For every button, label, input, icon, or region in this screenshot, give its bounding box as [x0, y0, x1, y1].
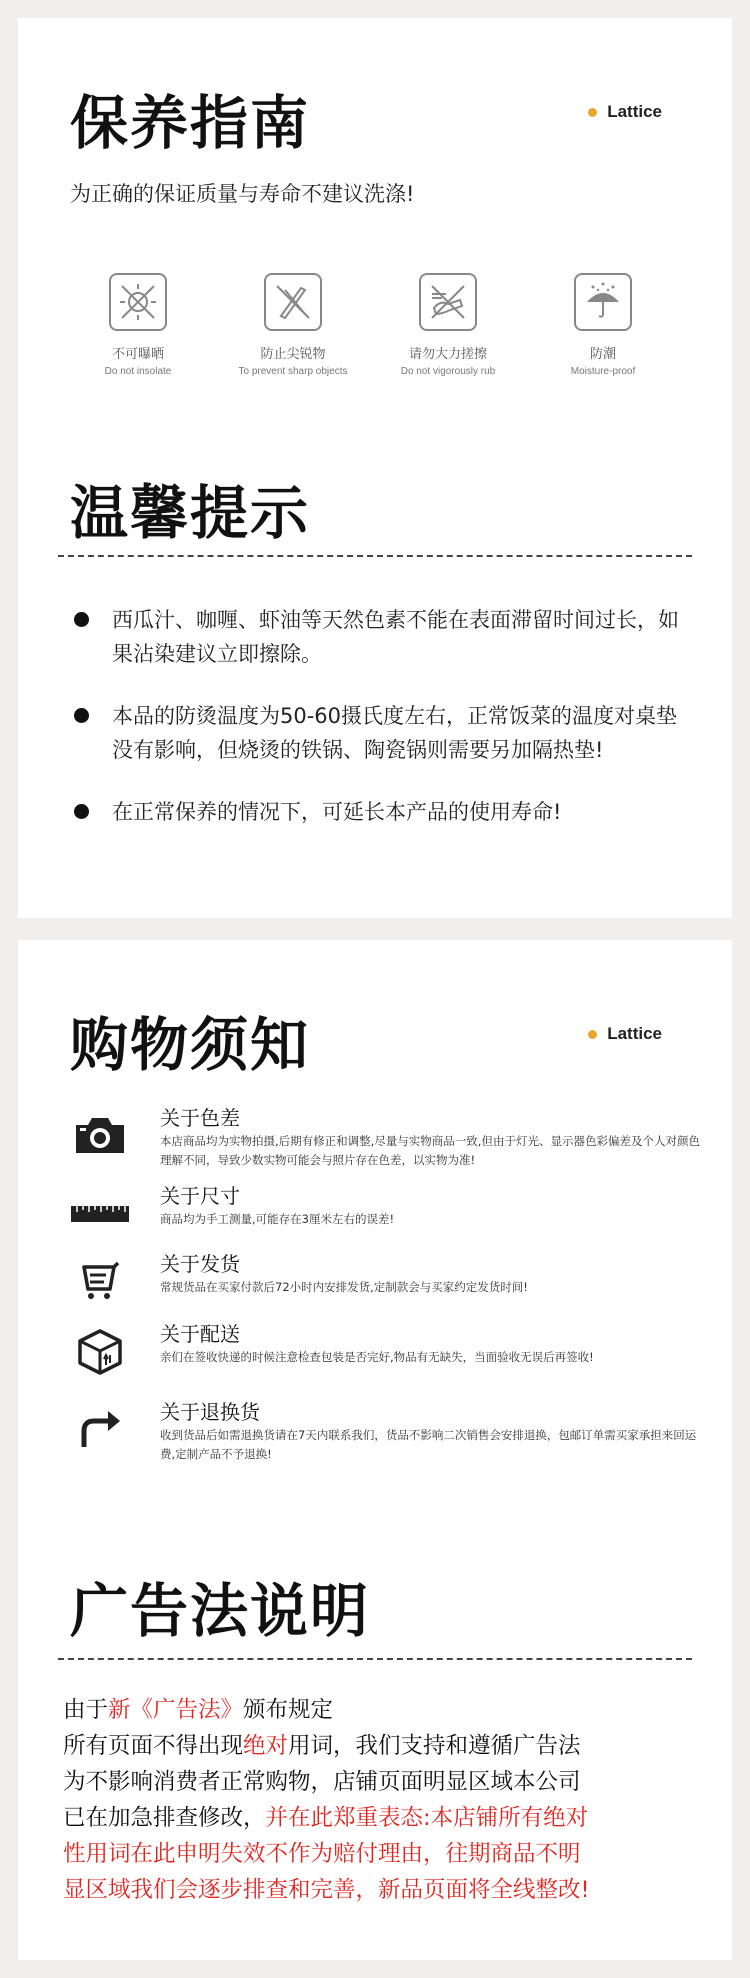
camera-icon — [70, 1110, 130, 1160]
ruler-icon — [70, 1188, 130, 1238]
brand-name: Lattice — [607, 102, 662, 121]
care-card — [18, 18, 732, 918]
adlaw-line: 显区域我们会逐步排查和完善，新品页面将全线整改! — [63, 1877, 590, 1903]
brand-name: Lattice — [607, 1024, 662, 1043]
adlaw-title: 广告法说明 — [70, 1577, 371, 1645]
adlaw-line: 为不影响消费者正常购物，店铺页面明显区域本公司 — [63, 1769, 581, 1795]
list-item — [70, 699, 690, 767]
care-item-moisture — [528, 273, 678, 377]
note-title: 关于色差 — [160, 1106, 240, 1130]
text: 由于 — [63, 1697, 109, 1723]
divider — [58, 1658, 692, 1660]
highlight-text: 绝对 — [243, 1733, 289, 1759]
care-label-cn: 防止尖锐物 — [260, 347, 326, 362]
note-title: 关于尺寸 — [160, 1184, 240, 1208]
note-desc: 商品均为手工测量,可能存在3厘米左右的误差! — [160, 1212, 395, 1226]
note-title: 关于退换货 — [160, 1400, 260, 1424]
list-item — [70, 1248, 690, 1318]
care-label-en: Moisture-proof — [570, 366, 636, 377]
care-label-en: Do not vigorously rub — [400, 366, 496, 377]
tip-text: 西瓜汁、咖喱、虾油等天然色素不能在表面滞留时间过长，如果沾染建议立即擦除。 — [112, 608, 679, 666]
adlaw-text — [63, 1692, 703, 1908]
bullet-icon — [74, 804, 89, 819]
list-item — [70, 1396, 697, 1474]
note-title: 关于发货 — [160, 1252, 240, 1276]
care-item-no-sun — [63, 273, 213, 377]
cart-icon — [70, 1256, 130, 1306]
brand-logo — [588, 102, 662, 122]
text: 用词，我们支持和遵循广告法 — [288, 1733, 581, 1759]
text: 颁布规定 — [243, 1697, 334, 1723]
adlaw-line: 性用词在此申明失效不作为赔付理由，往期商品不明 — [63, 1841, 581, 1867]
text: 所有页面不得出现 — [63, 1733, 244, 1759]
list-item — [70, 1318, 690, 1396]
care-item-no-sharp — [218, 273, 368, 377]
no-sharp-objects-icon — [264, 273, 322, 331]
shopping-notes — [70, 1102, 700, 1474]
no-sun-icon — [109, 273, 167, 331]
bullet-icon — [74, 708, 89, 723]
brand-logo — [588, 1024, 662, 1044]
care-icons — [63, 273, 683, 413]
care-label-cn: 防潮 — [589, 347, 616, 362]
list-item — [70, 1180, 690, 1248]
note-desc: 亲们在签收快递的时候注意检查包装是否完好,物品有无缺失，当面验收无误后再签收! — [160, 1350, 594, 1364]
note-desc: 常规货品在买家付款后72小时内安排发货,定制款会与买家约定发货时间! — [160, 1280, 528, 1294]
tips-title: 温馨提示 — [70, 479, 311, 547]
care-label-cn: 不可曝晒 — [111, 347, 164, 362]
note-desc: 收到货品后如需退换货请在7天内联系我们，货品不影响二次销售会安排退换，包邮订单需买家承担来回运费,定制产品不予退换! — [160, 1428, 697, 1461]
umbrella-icon — [574, 273, 632, 331]
highlight-text: 并在此郑重表态:本店铺所有绝对 — [265, 1805, 589, 1831]
care-subtitle: 为正确的保证质量与寿命不建议洗涤! — [70, 182, 415, 206]
adlaw-line — [63, 1728, 703, 1764]
tips-list — [70, 603, 690, 857]
care-label-en: To prevent sharp objects — [238, 366, 348, 377]
note-desc: 本店商品均为实物拍摄,后期有修正和调整,尽量与实物商品一致,但由于灯光、显示器色彩偏差及个人对颜色理解不同，导致少数实物可能会与照片存在色差，以实物为准! — [160, 1134, 700, 1167]
care-label-cn: 请勿大力搓擦 — [408, 347, 487, 362]
divider — [58, 555, 692, 557]
return-arrow-icon — [70, 1404, 130, 1454]
care-title: 保养指南 — [70, 89, 311, 157]
tip-text: 在正常保养的情况下，可延长本产品的使用寿命! — [112, 800, 562, 824]
list-item — [70, 1102, 700, 1180]
care-item-no-rub — [373, 273, 523, 377]
adlaw-line — [63, 1800, 703, 1836]
list-item — [70, 795, 690, 829]
care-label-en: Do not insolate — [104, 366, 172, 377]
package-icon — [70, 1326, 130, 1376]
adlaw-line — [63, 1692, 703, 1728]
shopping-card — [18, 940, 732, 1960]
bullet-icon — [74, 612, 89, 627]
list-item — [70, 603, 690, 671]
brand-dot-icon — [588, 1030, 597, 1039]
note-title: 关于配送 — [160, 1322, 240, 1346]
text: 已在加急排查修改， — [63, 1805, 266, 1831]
shopping-title: 购物须知 — [70, 1011, 311, 1079]
no-rubbing-icon — [419, 273, 477, 331]
highlight-text: 新《广告法》 — [108, 1697, 244, 1723]
brand-dot-icon — [588, 108, 597, 117]
tip-text: 本品的防烫温度为50-60摄氏度左右，正常饭菜的温度对桌垫没有影响，但烧烫的铁锅、陶瓷锅则需要另加隔热垫! — [112, 704, 678, 762]
